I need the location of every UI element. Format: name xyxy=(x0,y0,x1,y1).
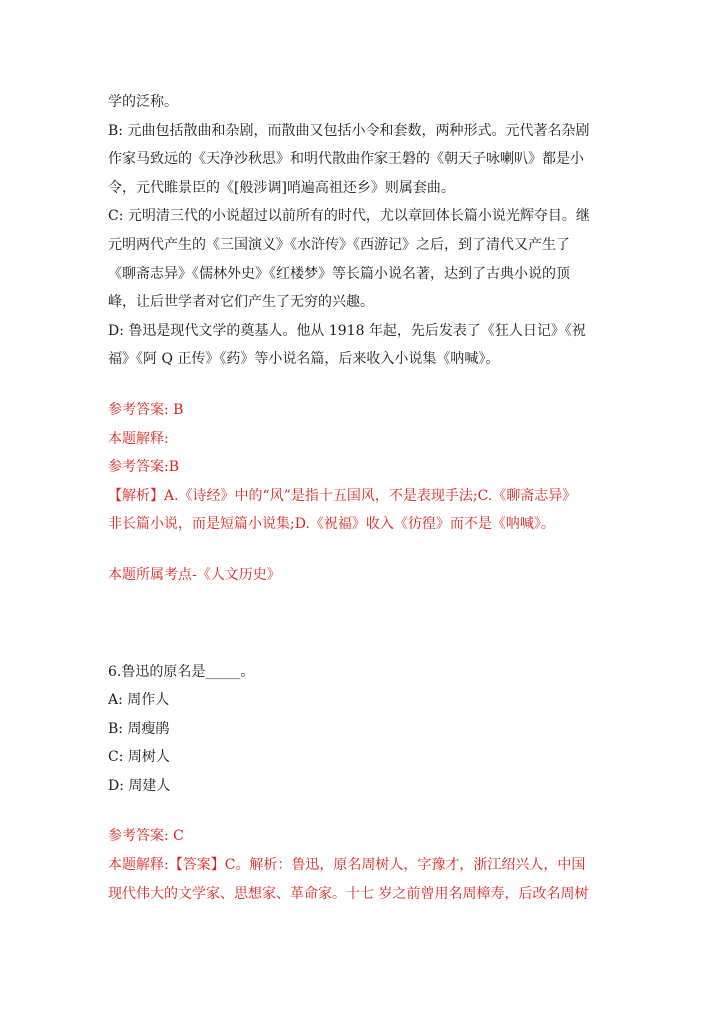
option-a: A: 周作人 xyxy=(108,692,170,709)
analysis-line: 非长篇小说，而是短篇小说集;D.《祝福》收入《彷徨》而不是《呐喊》。 xyxy=(108,516,555,533)
option-c: C: 周树人 xyxy=(108,749,170,766)
text-line: 学的泛称。 xyxy=(108,94,178,110)
question-6 xyxy=(108,658,618,801)
question-text: 6.鲁迅的原名是_____。 xyxy=(108,663,255,680)
question-5-answer xyxy=(108,396,618,590)
option-d-line: D: 鲁迅是现代文学的奠基人。他从 1918 年起，先后发表了《狂人日记》《祝 xyxy=(108,322,586,339)
answer-line-2: 参考答案:B xyxy=(108,459,180,476)
question-5-options xyxy=(108,88,618,374)
text-line: 令，元代睢景臣的《[般涉调]哨遍高祖还乡》则属套曲。 xyxy=(108,179,455,196)
explanation-line: 本题解释:【答案】C。解析：鲁迅，原名周树人，字豫才，浙江绍兴人，中国 xyxy=(108,857,586,874)
text-line: 《聊斋志异》《儒林外史》《红楼梦》等长篇小说名著，达到了古典小说的顶 xyxy=(108,265,570,282)
topic-line: 本题所属考点-《人文历史》 xyxy=(108,566,281,583)
answer-line: 参考答案: C xyxy=(108,828,184,845)
option-c-line: C: 元明清三代的小说超过以前所有的时代，尤以章回体长篇小说光辉夺目。继 xyxy=(108,208,590,225)
answer-line: 参考答案: B xyxy=(108,401,184,418)
text-line: 福》《阿 Q 正传》《药》等小说名篇，后来收入小说集《呐喊》。 xyxy=(108,351,500,368)
explanation-line: 现代伟大的文学家、思想家、革命家。十七 岁之前曾用名周樟寿，后改名周树 xyxy=(108,885,589,902)
text-line: 峰，让后世学者对它们产生了无穷的兴趣。 xyxy=(108,294,374,311)
document-page xyxy=(108,88,618,908)
text-line: 作家马致远的《天净沙秋思》和明代散曲作家王磐的《朝天子咏喇叭》都是小 xyxy=(108,151,584,168)
text-line: 元明两代产生的《三国演义》《水浒传》《西游记》之后，到了清代又产生了 xyxy=(108,236,570,253)
option-b: B: 周瘦鹃 xyxy=(108,720,170,737)
option-d: D: 周建人 xyxy=(108,777,171,794)
analysis-line: 【解析】A.《诗经》中的“风”是指十五国风，不是表现手法;C.《聊斋志异》 xyxy=(108,487,577,504)
question-6-answer xyxy=(108,822,618,908)
option-b-line: B: 元曲包括散曲和杂剧，而散曲又包括小令和套数，两种形式。元代著名杂剧 xyxy=(108,122,590,139)
explanation-label: 本题解释: xyxy=(108,430,169,447)
